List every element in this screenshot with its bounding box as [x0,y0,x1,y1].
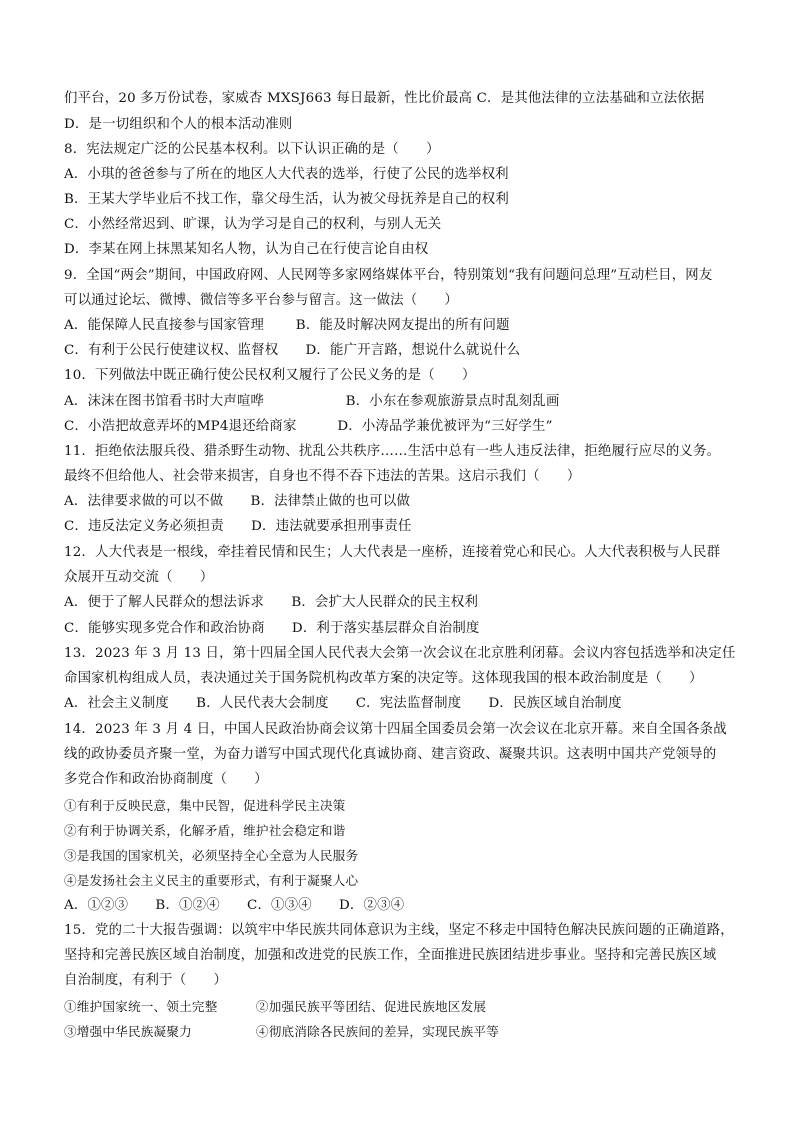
text-line: 11．拒绝依法服兵役、猎杀野生动物、扰乱公共秩序……生活中总有一些人违反法律，拒绝履行应尽的义务。 [64,444,721,459]
text-line: C．小浩把故意弄坏的MP4退还给商家 D．小涛品学兼优被评为“三好学生” [64,419,553,434]
text-line: 12．人大代表是一根线，牵挂着民情和民生；人大代表是一座桥，连接着党心和民心。人大代表积极与人民群 [64,545,721,560]
text-line: 坚持和完善民族区域自治制度，加强和改进党的民族工作，全面推进民族团结进步事业。坚持和完善民族区域 [64,948,717,963]
text-line: A．能保障人民直接参与国家管理 B．能及时解决网友提出的所有问题 [64,318,510,333]
text-line: 9．全国“两会”期间，中国政府网、人民网等多家网络媒体平台，特别策划“我有问题问总理”互动栏目，网友 [64,268,713,283]
text-line: A．沫沫在图书馆看书时大声喧哗 B．小东在参观旅游景点时乱刻乱画 [64,394,560,409]
text-line: A．法律要求做的可以不做 B．法律禁止做的也可以做 [64,494,411,509]
text-line: D．李某在网上抹黑某知名人物，认为自己在行使言论自由权 [64,242,429,257]
text-line: C．小然经常迟到、旷课，认为学习是自己的权利，与别人无关 [64,217,442,232]
text-line: 可以通过论坛、微博、微信等多平台参与留言。这一做法（ ） [64,293,459,308]
text-line: ④是发扬社会主义民主的重要形式，有利于凝聚人心 [64,873,359,888]
text-line: C．能够实现多党合作和政治协商 D．利于落实基层群众自治制度 [64,621,480,636]
text-line: ②有利于协调关系，化解矛盾，维护社会稳定和谐 [64,823,346,838]
text-line: 最终不但给他人、社会带来损害，自身也不得不吞下违法的苦果。这启示我们（ ） [64,469,581,484]
text-line: 10．下列做法中既正确行使公民权利又履行了公民义务的是（ ） [64,368,476,383]
text-line: 们平台，20 多万份试卷，家威杏 MXSJ663 每日最新，性比价最高 C．是其他法律的立法基础和立法依据 [64,91,705,106]
text-line: B．王某大学毕业后不找工作，靠父母生活，认为被父母抚养是自己的权利 [64,192,509,207]
text-line: ③是我国的国家机关，必须坚持全心全意为人民服务 [64,848,359,863]
text-line: ①有利于反映民意，集中民智，促进科学民主决策 [64,798,346,813]
text-line: 线的政协委员齐聚一堂，为奋力谱写中国式现代化真诚协商、建言资政、凝聚共识。这表明中国共产党领导的 [64,747,717,762]
text-line: 15．党的二十大报告强调：以筑牢中华民族共同体意识为主线，坚定不移走中国特色解决民族问题的正确道路， [64,923,734,938]
text-line: ①维护国家统一、领土完整 ②加强民族平等团结、促进民族地区发展 [64,999,487,1014]
text-line: C．有利于公民行使建议权、监督权 D．能广开言路，想说什么就说什么 [64,343,521,358]
text-line: 13．2023 年 3 月 13 日，第十四届全国人民代表大会第一次会议在北京胜利闭幕。会议内容包括选举和决定任 [64,646,736,661]
text-line: A．社会主义制度 B．人民代表大会制度 C．宪法监督制度 D．民族区域自治制度 [64,696,622,711]
text-line: A．便于了解人民群众的想法诉求 B．会扩大人民群众的民主权利 [64,595,479,610]
text-line: D．是一切组织和个人的根本活动准则 [64,117,293,132]
text-line: 8．宪法规定广泛的公民基本权利。以下认识正确的是（ ） [64,142,440,157]
text-line: A．①②③ B．①②④ C．①③④ D．②③④ [64,898,405,913]
text-line: ③增强中华民族凝聚力 ④彻底消除各民族间的差异，实现民族平等 [64,1024,499,1039]
text-line: A．小琪的爸爸参与了所在的地区人大代表的选举，行使了公民的选举权利 [64,167,509,182]
text-line: 命国家机构组成人员，表决通过关于国务院机构改革方案的决定等。这体现我国的根本政治制度是（ ） [64,671,703,686]
text-line: 14．2023 年 3 月 4 日，中国人民政治协商会议第十四届全国委员会第一次会议在北京开幕。来自全国各条战 [64,722,727,737]
text-line: 自治制度，有利于（ ） [64,973,228,988]
text-line: 众展开互动交流（ ） [64,570,214,585]
text-line: C．违反法定义务必须担责 D．违法就要承担刑事责任 [64,519,412,534]
text-line: 多党合作和政治协商制度（ ） [64,772,268,787]
